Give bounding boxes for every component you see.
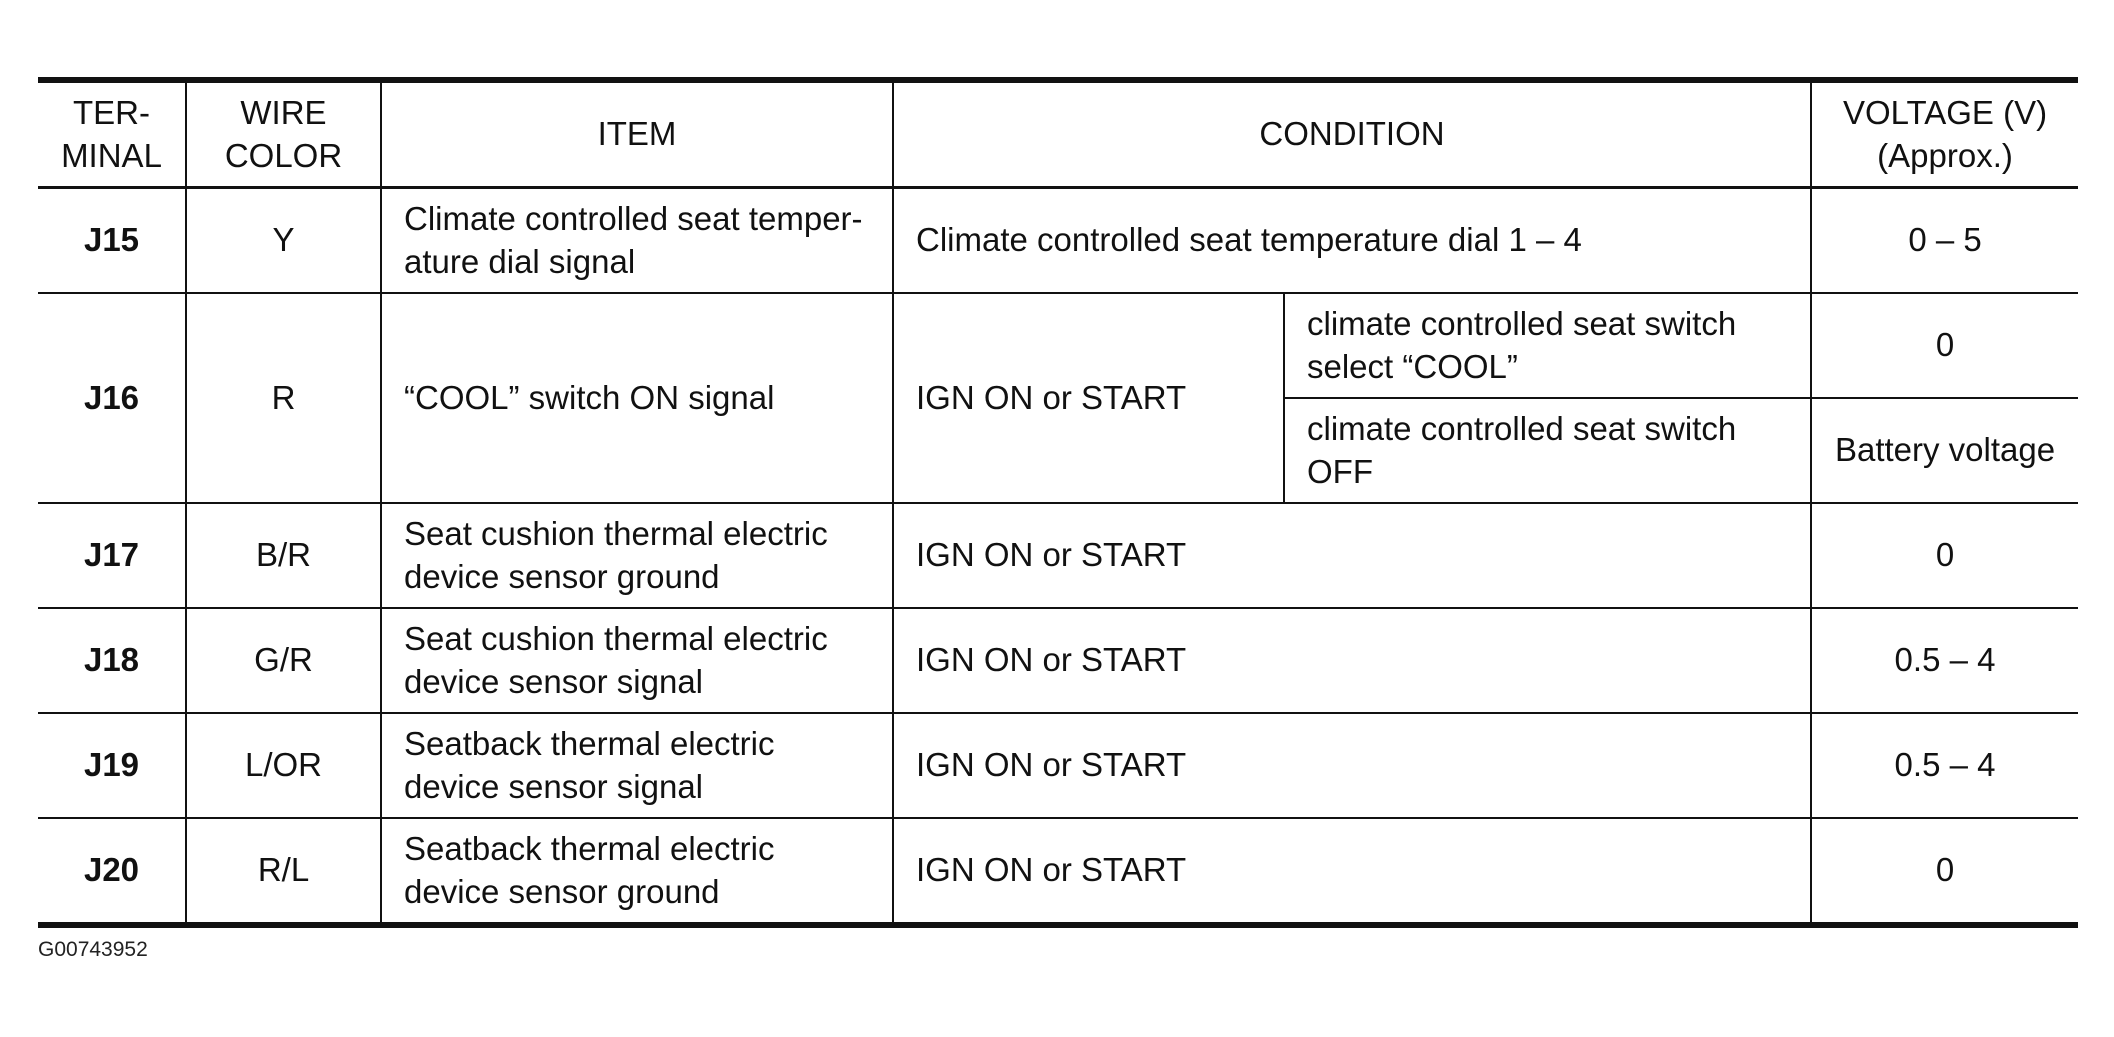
header-item: ITEM (381, 80, 893, 188)
sub-condition-cell: climate controlled seat switch select “COOL” (1284, 293, 1811, 398)
voltage-cell: 0 (1811, 818, 2078, 925)
item-cell: Seat cushion thermal electric device sensor ground (381, 503, 893, 608)
voltage-cell: 0.5 – 4 (1811, 608, 2078, 713)
condition-cell: IGN ON or START (893, 293, 1284, 503)
item-cell: Seatback thermal electric device sensor signal (381, 713, 893, 818)
table-row (38, 818, 2078, 925)
item-cell: “COOL” switch ON signal (381, 293, 893, 503)
voltage-cell: 0 (1811, 503, 2078, 608)
wire-color-cell: Y (186, 188, 381, 294)
table-row (38, 608, 2078, 713)
table-row (38, 503, 2078, 608)
table-row (38, 188, 2078, 294)
header-terminal: TER- MINAL (38, 80, 186, 188)
header-row (38, 80, 2078, 188)
wire-color-cell: R/L (186, 818, 381, 925)
terminal-cell: J20 (38, 818, 186, 925)
wire-color-cell: B/R (186, 503, 381, 608)
voltage-cell: 0.5 – 4 (1811, 713, 2078, 818)
table-row (38, 293, 2078, 398)
figure-code: G00743952 (38, 938, 148, 961)
terminal-spec-table (38, 77, 2078, 928)
terminal-cell: J18 (38, 608, 186, 713)
wire-color-cell: L/OR (186, 713, 381, 818)
header-condition: CONDITION (893, 80, 1811, 188)
condition-cell: IGN ON or START (893, 818, 1811, 925)
voltage-cell: 0 (1811, 293, 2078, 398)
condition-cell: IGN ON or START (893, 503, 1811, 608)
voltage-cell: 0 – 5 (1811, 188, 2078, 294)
sub-condition-cell: climate controlled seat switch OFF (1284, 398, 1811, 503)
terminal-cell: J16 (38, 293, 186, 503)
header-wire-color: WIRE COLOR (186, 80, 381, 188)
condition-cell: IGN ON or START (893, 608, 1811, 713)
condition-cell: Climate controlled seat temperature dial 1 – 4 (893, 188, 1811, 294)
table-row (38, 713, 2078, 818)
terminal-cell: J17 (38, 503, 186, 608)
item-cell: Seatback thermal electric device sensor ground (381, 818, 893, 925)
terminal-cell: J15 (38, 188, 186, 294)
terminal-cell: J19 (38, 713, 186, 818)
wire-color-cell: R (186, 293, 381, 503)
item-cell: Climate controlled seat temper- ature dial signal (381, 188, 893, 294)
condition-cell: IGN ON or START (893, 713, 1811, 818)
item-cell: Seat cushion thermal electric device sensor signal (381, 608, 893, 713)
wire-color-cell: G/R (186, 608, 381, 713)
voltage-cell: Battery voltage (1811, 398, 2078, 503)
header-voltage: VOLTAGE (V) (Approx.) (1811, 80, 2078, 188)
